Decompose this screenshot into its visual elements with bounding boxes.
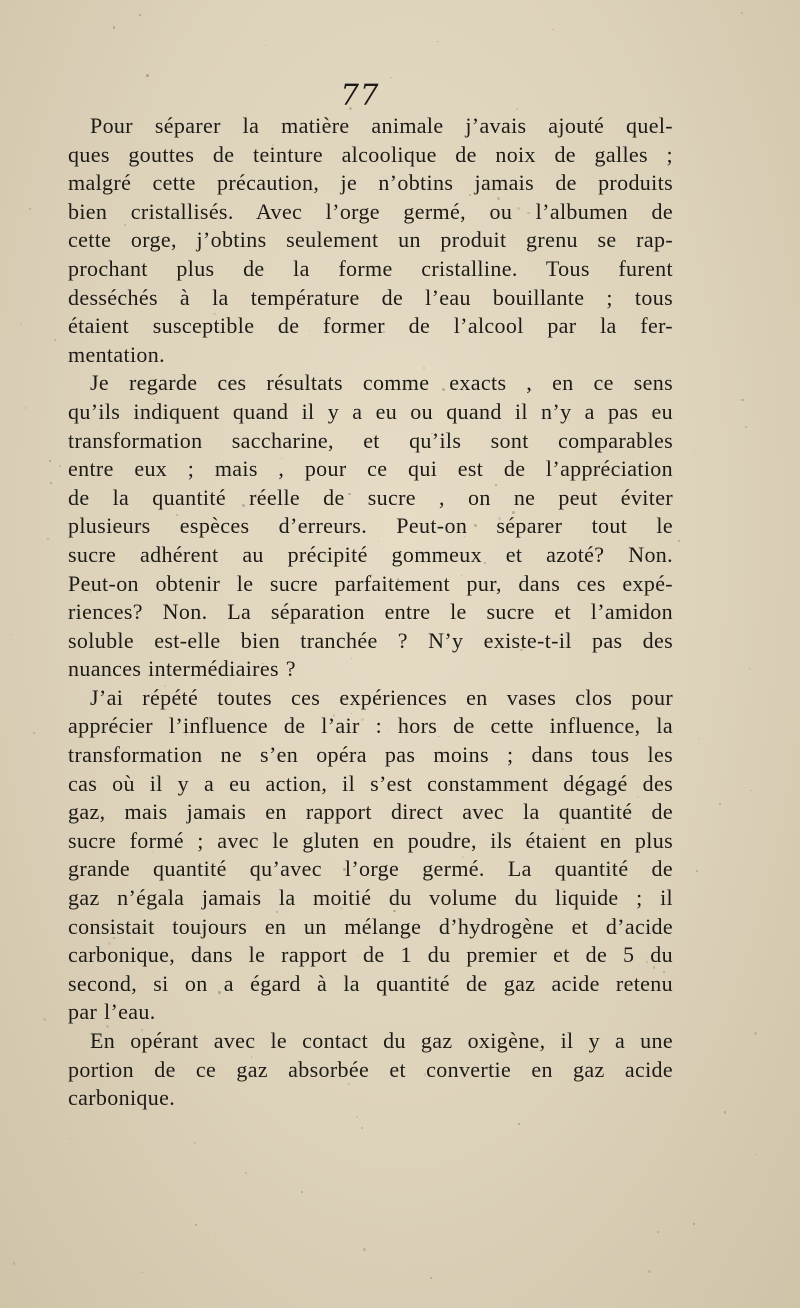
paper-speck (20, 324, 21, 325)
paragraph-gallnut-separation (68, 112, 673, 369)
paper-speck (518, 1123, 519, 1124)
paper-speck (552, 29, 553, 30)
text-line: plusieurs espèces d’erreurs. Peut-on séparer tout le (68, 513, 673, 539)
text-line: J’ai répété toutes ces expériences en vases clos pour (90, 684, 673, 710)
paper-speck (54, 339, 56, 341)
paper-speck (49, 460, 51, 462)
paper-speck (741, 399, 744, 402)
text-line: gaz n’égala jamais la moitié du volume du liquide ; il (68, 885, 673, 911)
text-line: transformation saccharine, et qu’ils sont comparables (68, 427, 673, 453)
text-line: carbonique. (68, 1085, 176, 1111)
paper-speck (146, 74, 149, 77)
text-line: par l’eau. (68, 999, 156, 1025)
text-line: mentation. (68, 341, 165, 367)
paper-speck (113, 26, 115, 28)
text-line: sucre adhérent au précipité gommeux et azoté? Non. (68, 541, 673, 567)
paper-speck (245, 1172, 247, 1174)
paper-speck (139, 14, 142, 17)
paper-speck (657, 1231, 659, 1233)
paper-speck (194, 1142, 196, 1144)
text-line: cas où il y a eu action, il s’est constamment dégagé des (68, 770, 673, 796)
paper-speck (750, 790, 752, 792)
text-line: desséchés à la température de l’eau bouillante ; tous (68, 284, 673, 310)
text-line: grande quantité qu’avec l’orge germé. La quantité de (68, 856, 673, 882)
text-line: riences? Non. La séparation entre le sucre et l’amidon (68, 599, 673, 625)
text-line: second, si on a égard à la quantité de gaz acide retenu (68, 970, 673, 996)
paper-speck (69, 1138, 70, 1139)
paper-speck (361, 1127, 363, 1129)
text-line: transformation ne s’en opéra pas moins ; dans tous les (68, 742, 673, 768)
paper-speck (678, 540, 680, 542)
paper-speck (265, 45, 266, 46)
text-line: prochant plus de la forme cristalline. Tous furent (68, 255, 673, 281)
paper-speck (648, 1270, 651, 1273)
paper-speck (696, 870, 698, 872)
text-line: malgré cette précaution, je n’obtins jamais de produits (68, 170, 673, 196)
paper-speck (301, 1191, 304, 1194)
text-line: étaient susceptible de former de l’alcool par la fer- (68, 313, 673, 339)
paper-speck (745, 426, 747, 428)
text-line: nuances intermédiaires ? (68, 656, 296, 682)
paper-speck (59, 465, 60, 466)
text-line: apprécier l’influence de l’air : hors de cette influence, la (68, 713, 673, 739)
text-line: Pour séparer la matière animale j’avais ajouté quel- (90, 113, 673, 138)
paper-speck (741, 12, 743, 14)
paragraph-results-assessment (68, 369, 673, 684)
paragraph-closed-vessel-experiments (68, 684, 673, 1027)
paper-speck (749, 668, 750, 669)
paper-speck (140, 58, 141, 59)
text-line: cette orge, j’obtins seulement un produit grenu se rap- (68, 227, 673, 253)
paper-speck (430, 1277, 432, 1279)
text-line: Je regarde ces résultats comme exacts , en ce sens (90, 370, 673, 396)
paper-speck (417, 1217, 418, 1218)
paper-speck (195, 1224, 196, 1225)
text-line: entre eux ; mais , pour ce qui est de l’appréciation (68, 456, 673, 482)
paper-speck (237, 1288, 238, 1289)
text-line: de la quantité réelle de sucre , on ne peut éviter (68, 484, 673, 510)
paper-speck (25, 407, 27, 409)
body-text (68, 112, 673, 1113)
paper-speck (141, 1272, 143, 1274)
paper-speck (694, 451, 695, 452)
paper-speck (215, 1234, 216, 1235)
paper-speck (47, 538, 49, 540)
paper-speck (514, 20, 515, 21)
paper-speck (13, 1262, 15, 1264)
paper-speck (33, 732, 35, 734)
paper-speck (754, 1032, 757, 1035)
text-line: portion de ce gaz absorbée et convertie en gaz acide (68, 1056, 673, 1082)
text-line: Peut-on obtenir le sucre parfaitement pur, dans ces expé- (68, 570, 673, 596)
text-line: soluble est-elle bien tranchée ? N’y existe-t-il pas des (68, 627, 673, 653)
paper-speck (724, 1111, 726, 1113)
paper-speck (64, 217, 65, 218)
paper-speck (29, 208, 31, 210)
paper-speck (10, 634, 12, 636)
paper-speck (693, 1223, 695, 1225)
paper-speck (43, 1018, 46, 1021)
paper-speck (437, 41, 439, 43)
text-line: ques gouttes de teinture alcoolique de noix de galles ; (68, 141, 673, 167)
text-line: consistait toujours en un mélange d’hydrogène et d’acide (68, 913, 673, 939)
paper-speck (50, 482, 52, 484)
text-line: bien cristallisés. Avec l’orge germé, ou l’albumen de (68, 198, 673, 224)
text-line: qu’ils indiquent quand il y a eu ou quand il n’y a pas eu (68, 398, 673, 424)
paper-speck (719, 803, 722, 806)
paper-speck (698, 738, 699, 739)
paper-speck (755, 1154, 756, 1155)
paragraph-oxygen-contact (68, 1027, 673, 1113)
text-line: En opérant avec le contact du gaz oxigène, il y a une (90, 1028, 673, 1053)
page-number: 77 (340, 78, 380, 112)
paper-speck (356, 1116, 358, 1118)
text-line: carbonique, dans le rapport de 1 du premier et de 5 du (68, 942, 673, 968)
text-line: sucre formé ; avec le gluten en poudre, ils étaient en plus (68, 827, 673, 853)
paper-speck (363, 1248, 366, 1251)
text-line: gaz, mais jamais en rapport direct avec la quantité de (68, 799, 673, 825)
